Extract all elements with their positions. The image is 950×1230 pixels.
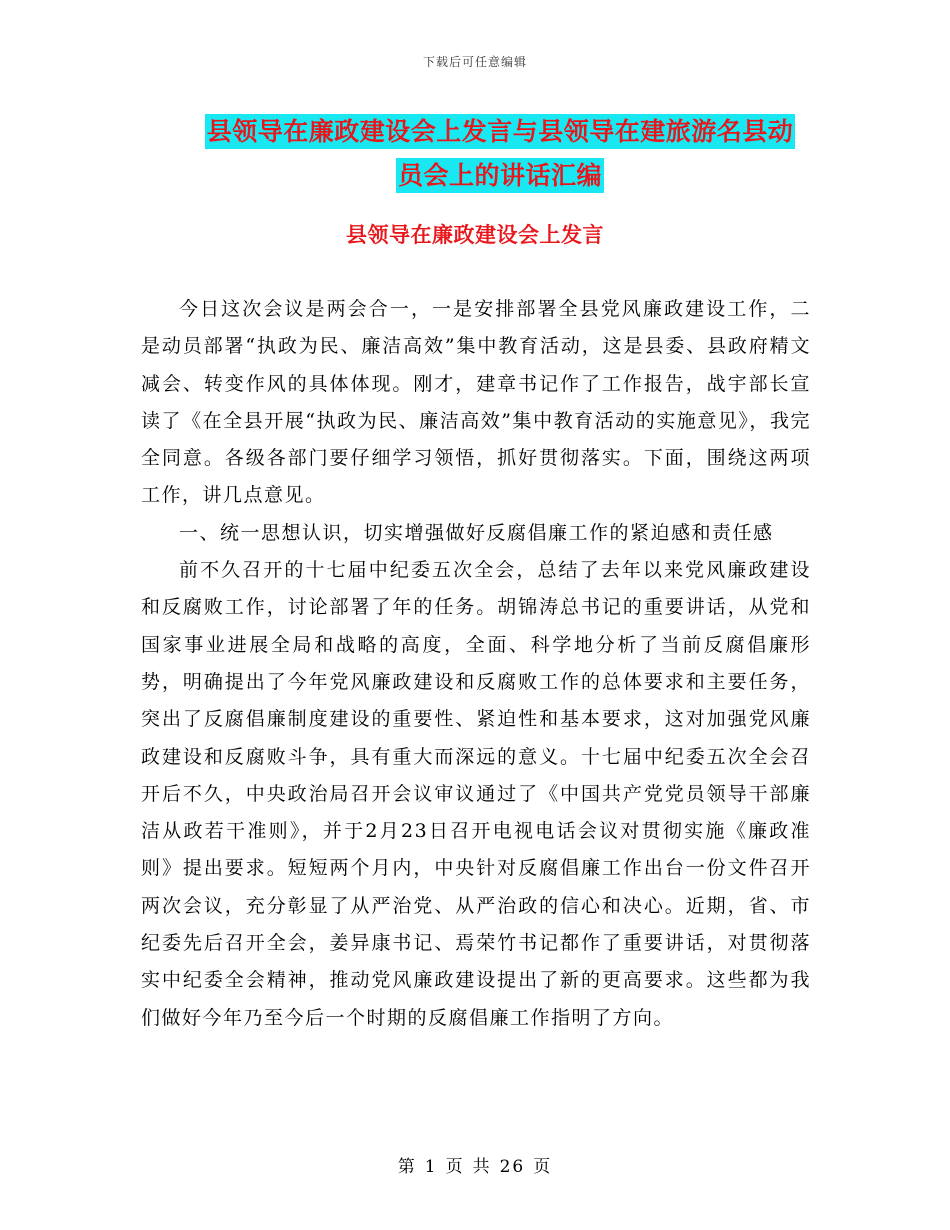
title-line-1: 县领导在廉政建设会上发言与县领导在建旅游名县动 [205,114,796,149]
section-heading: 县领导在廉政建设会上发言 [346,222,604,247]
document-title [140,110,860,198]
footer-total-pages: 26 [499,1157,526,1177]
footer-label-di: 第 [397,1157,417,1177]
paragraph-intro: 今日这次会议是两会合一，一是安排部署全县党风廉政建设工作，二是动员部署“执政为民、廉洁高效”集中教育活动，这是县委、县政府精文减会、转变作风的具体体现。刚才，建章书记作了工作报告，战宇部长宣读了《在全县开展“执政为民、廉洁高效”集中教育活动的实施意见》，我完全同意。各级各部门要仔细学习领悟，抓好贯彻落实。下面，围绕这两项工作，讲几点意见。 [141,298,811,507]
paragraph-heading-one: 一、统一思想认识，切实增强做好反腐倡廉工作的紧迫感和责任感 [179,521,774,544]
page-footer [0,1152,950,1177]
title-line-2: 员会上的讲话汇编 [396,158,604,193]
header-note: 下载后可任意编辑 [422,55,527,69]
document-body [141,291,811,1037]
footer-label-gong: 共 [472,1157,492,1177]
paragraph-body: 前不久召开的十七届中纪委五次全会，总结了去年以来党风廉政建设和反腐败工作，讨论部署了年的任务。胡锦涛总书记的重要讲话，从党和国家事业进展全局和战略的高度，全面、科学地分析了当前反腐倡廉形势，明确提出了今年党风廉政建设和反腐败工作的总体要求和主要任务，突出了反腐倡廉制度建设的重要性、紧迫性和基本要求，这对加强党风廉政建设和反腐败斗争，具有重大而深远的意义。十七届中纪委五次全会召开后不久，中央政治局召开会议审议通过了《中国共产党党员领导干部廉洁从政若干准则》，并于2月23日召开电视电话会议对贯彻实施《廉政准则》提出要求。短短两个月内，中央针对反腐倡廉工作出台一份文件召开两次会议，充分彰显了从严治党、从严治政的信心和决心。近期，省、市纪委先后召开全会，姜异康书记、焉荣竹书记都作了重要讲话，对贯彻落实中纪委全会精神，推动党风廉政建设提出了新的更高要求。这些都为我们做好今年乃至今后一个时期的反腐倡廉工作指明了方向。 [141,559,811,1029]
footer-label-ye: 页 [445,1157,465,1177]
footer-label-ye2: 页 [533,1157,553,1177]
footer-page-number: 1 [424,1157,438,1177]
